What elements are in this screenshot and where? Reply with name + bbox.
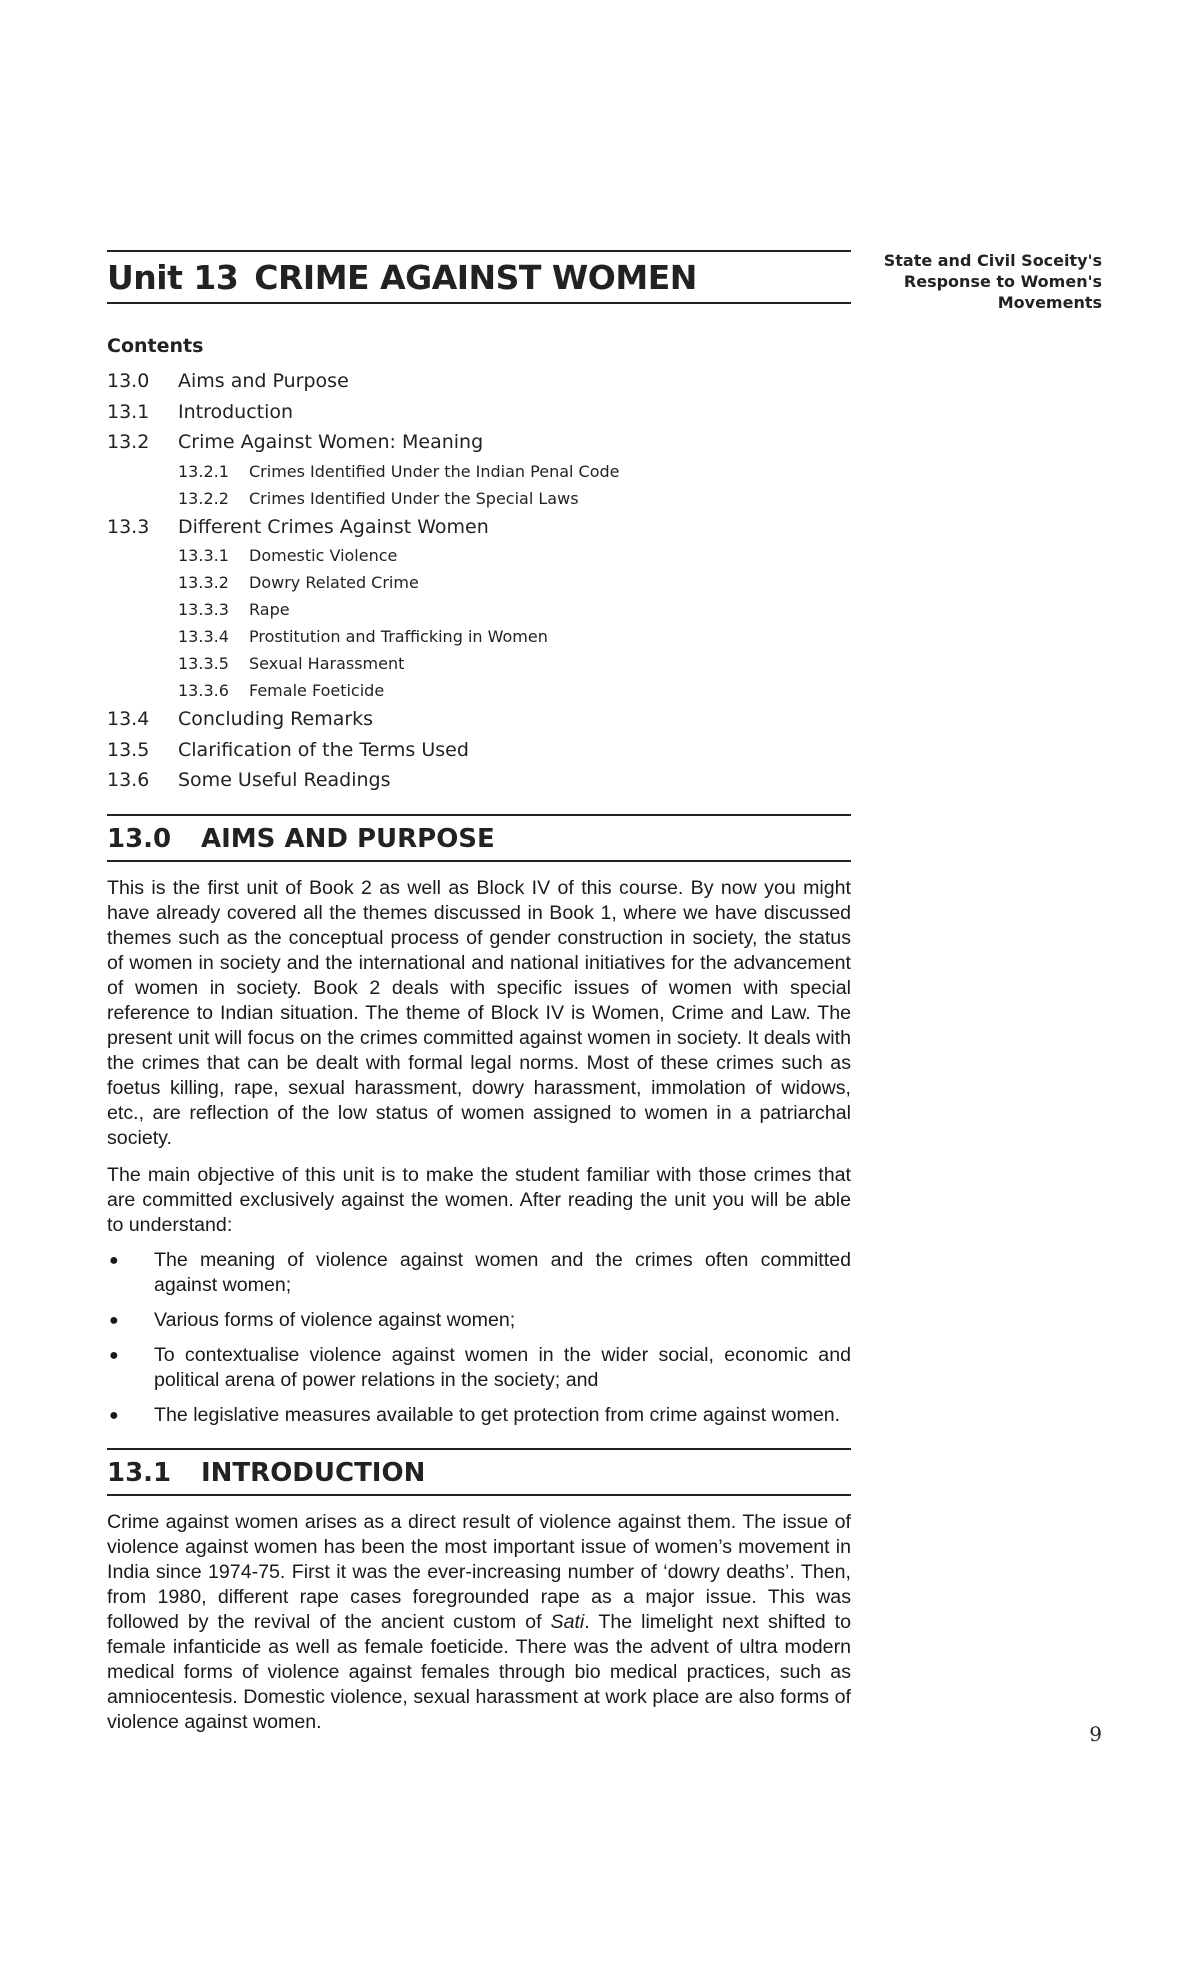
toc-item-title: Crimes Identified Under the Indian Penal Code	[249, 461, 620, 481]
toc-item-number: 13.5	[107, 738, 150, 761]
toc-item-number: 13.4	[107, 708, 150, 730]
list-item-text: The legislative measures available to get protection from crime against women.	[154, 1403, 841, 1426]
table-of-contents	[107, 366, 851, 796]
toc-item	[107, 458, 851, 485]
toc-item-title: Concluding Remarks	[178, 708, 374, 730]
running-header-line: Response to Women's	[903, 272, 1102, 291]
toc-item-number: 13.2	[107, 431, 150, 453]
list-item	[107, 1403, 851, 1428]
toc-item	[107, 650, 851, 677]
toc-item-number: 13.2.2	[178, 488, 229, 508]
section-heading-aims	[107, 814, 851, 862]
toc-item-title: Crimes Identified Under the Special Laws	[249, 488, 579, 508]
toc-item	[107, 542, 851, 569]
italic-term: Sati	[550, 1610, 585, 1633]
toc-item	[107, 765, 851, 796]
section-number: 13.1	[107, 1457, 172, 1488]
objectives-list	[107, 1248, 851, 1428]
running-header-line: Movements	[997, 293, 1102, 312]
toc-item-number: 13.2.1	[178, 461, 229, 481]
running-header-line: State and Civil Soceity's	[883, 251, 1102, 270]
list-item	[107, 1248, 851, 1298]
paragraph	[107, 1510, 851, 1735]
bullet-icon: ●	[109, 1311, 119, 1329]
bullet-icon: ●	[109, 1346, 119, 1364]
toc-item	[107, 677, 851, 704]
section-title: AIMS AND PURPOSE	[201, 823, 495, 854]
toc-item	[107, 596, 851, 623]
toc-item-number: 13.0	[107, 370, 150, 392]
toc-item-title: Introduction	[178, 400, 294, 423]
toc-item-number: 13.3.1	[178, 546, 229, 565]
toc-item-number: 13.3.5	[178, 654, 229, 673]
toc-item-number: 13.6	[107, 769, 150, 791]
toc-item-number: 13.1	[107, 400, 150, 423]
toc-item	[107, 623, 851, 650]
toc-item-title: Different Crimes Against Women	[178, 515, 489, 538]
unit-title-text: CRIME AGAINST WOMEN	[254, 258, 697, 297]
list-item	[107, 1308, 851, 1333]
toc-item	[107, 485, 851, 512]
paragraph-text: . The limelight next shifted to female infanticide as well as female foeticide. There was the advent of ultra modern medical forms of violence against females through bio medical practices, such as amniocentesis. Domestic violence, sexual harassment at work place are also forms of violence against women.	[107, 1610, 851, 1733]
contents-heading: Contents	[107, 335, 204, 357]
toc-item	[107, 735, 851, 766]
toc-item-title: Clarification of the Terms Used	[178, 738, 469, 761]
paragraph-text: Crime against women arises as a direct result of violence against them. The issue of violence against women has been the most important issue of women’s movement in India since 1974-75. First it was the ever-increasing number of ‘dowry deaths’. Then, from 1980, different rape cases foregrounded rape as a major issue. This was followed by the revival of the ancient custom of	[107, 1510, 851, 1633]
section-heading-introduction	[107, 1448, 851, 1496]
toc-item-number: 13.3.3	[178, 600, 229, 619]
bullet-icon: ●	[109, 1251, 119, 1269]
toc-item	[107, 397, 851, 428]
unit-label: Unit 13	[107, 258, 239, 297]
list-item-text: To contextualise violence against women in the wider social, economic and political arena of power relations in the society; and	[154, 1343, 851, 1391]
toc-item-number: 13.3.4	[178, 627, 229, 646]
section-number: 13.0	[107, 823, 172, 854]
running-header	[880, 250, 1102, 313]
page-number: 9	[1089, 1722, 1102, 1746]
toc-item-title: Some Useful Readings	[178, 769, 391, 791]
bullet-icon: ●	[109, 1406, 119, 1424]
toc-item	[107, 366, 851, 397]
paragraph: The main objective of this unit is to make the student familiar with those crimes that are committed exclusively against the women. After reading the unit you will be able to understand:	[107, 1163, 851, 1236]
toc-item-title: Crime Against Women: Meaning	[178, 431, 484, 453]
toc-item-number: 13.3.6	[178, 681, 229, 700]
toc-item-number: 13.3	[107, 515, 150, 538]
toc-item-title: Dowry Related Crime	[249, 573, 419, 592]
toc-item-title: Aims and Purpose	[178, 370, 349, 392]
list-item-text: The meaning of violence against women and the crimes often committed against women;	[154, 1248, 851, 1296]
toc-item-number: 13.3.2	[178, 573, 229, 592]
toc-item	[107, 704, 851, 735]
toc-item-title: Domestic Violence	[249, 546, 398, 565]
list-item	[107, 1343, 851, 1393]
toc-item	[107, 512, 851, 543]
list-item-text: Various forms of violence against women;	[154, 1308, 516, 1331]
unit-title	[107, 250, 851, 304]
section-title: INTRODUCTION	[201, 1457, 426, 1488]
toc-item-title: Sexual Harassment	[249, 654, 405, 673]
main-column	[107, 250, 851, 1735]
toc-item	[107, 569, 851, 596]
toc-item-title: Rape	[249, 600, 290, 619]
toc-item-title: Female Foeticide	[249, 681, 385, 700]
toc-item	[107, 427, 851, 458]
toc-item-title: Prostitution and Trafficking in Women	[249, 627, 548, 646]
paragraph: This is the first unit of Book 2 as well as Block IV of this course. By now you might have already covered all the themes discussed in Book 1, where we have discussed themes such as the conceptual process of gender construction in society, the status of women in society and the international and national initiatives for the advancement of women in society. Book 2 deals with specific issues of women with special reference to Indian situation. The theme of Block IV is Women, Crime and Law. The present unit will focus on the crimes committed against women in society. It deals with the crimes that can be dealt with formal legal norms. Most of these crimes such as foetus killing, rape, sexual harassment, dowry harassment, immolation of widows, etc., are reflection of the low status of women assigned to women in a patriarchal society.	[107, 876, 851, 1149]
